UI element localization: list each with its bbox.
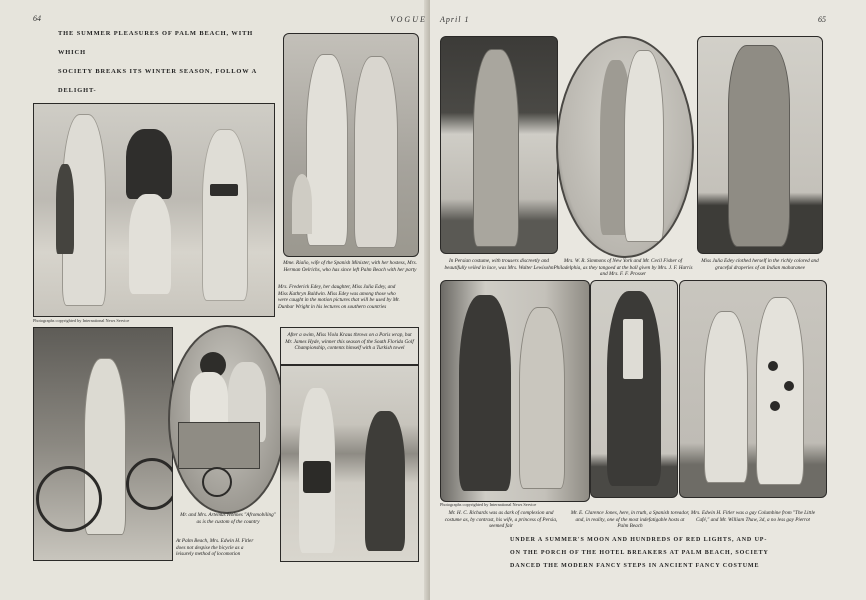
photo-simmons-fisher-oval	[556, 36, 694, 258]
right-page	[390, 0, 866, 600]
caption-edey: Mrs. Frederick Edey, her daughter, Miss Julia Edey, and Miss Kathryn Baldwin. Miss Edey was among those who were caught in the motion pictures that will be used by Mr. Dunbar Wright in his lectures on southern countries	[278, 284, 400, 310]
headline-line: THE SUMMER PLEASURES OF PALM BEACH, WITH WHICH	[58, 30, 254, 56]
photo-credit-right: Photographs copyrighted by International News Service	[440, 502, 537, 507]
caption-kraus-hyde: After a swim, Miss Viola Kraus throws on a Paris wrap, but Mr. James Hyde, winner this season of the South Florida Golf Championship, contents himself with a Turkish towel	[285, 332, 414, 352]
headline-line: ON THE PORCH OF THE HOTEL BREAKERS AT PALM BEACH, SOCIETY	[510, 550, 769, 556]
left-folio: 64	[33, 14, 41, 23]
photo-riano-oelrichs	[283, 33, 419, 257]
caption-richards: Mr. H. C. Richards was as dark of complexion and costume as, by contrast, his wife, a princess of Persia, seemed fair	[444, 510, 558, 530]
running-head-vogue: VOGUE	[390, 15, 427, 24]
photo-richards	[440, 280, 590, 502]
caption-julia-edey: Miss Julia Edey clothed herself in the richly colored and graceful draperies of an Indian maharanee	[701, 258, 819, 271]
caption-fitler-thaw: Mrs. Edwin H. Fitler was a gay Columbine from "The Little Café," and Mr. William Thaw, 3d, a no less gay Pierrot	[690, 510, 816, 523]
headline-line: UNDER A SUMMER'S MOON AND HUNDREDS OF RED LIGHTS, AND UP-	[510, 537, 768, 543]
photo-fitler-bicycle	[33, 327, 173, 561]
photo-holmes-oval	[168, 325, 286, 514]
headline-line: DANCED THE MODERN FANCY STEPS IN ANCIENT FANCY COSTUME	[510, 563, 760, 569]
closing-headline	[510, 534, 780, 573]
caption-lewisohn: In Persian costume, with trousers discreetly and beautifully veiled in lace, was Mrs. Walter Lewisohn	[444, 258, 554, 271]
photo-kraus-hyde	[280, 365, 419, 562]
caption-box-kraus-hyde	[280, 327, 419, 365]
caption-jones: Mr. E. Clarence Jones, here, in truth, a Spanish toreador, and, in reality, one of the most indefatigable hosts at Palm Beach	[570, 510, 690, 530]
photo-julia-edey	[697, 36, 823, 254]
caption-riano: Mme. Riaño, wife of the Spanish Minister, with her hostess, Mrs. Herman Oelrichs, who has since left Palm Beach with her party	[283, 260, 417, 273]
caption-holmes: Mr. and Mrs. Artemus Holmes "Afromobiling" as is the custom of the country	[180, 512, 276, 525]
left-page	[0, 0, 430, 600]
running-head-date: April 1	[440, 15, 470, 24]
photo-credit: Photographs copyrighted by International News Service	[33, 318, 130, 323]
photo-lewisohn	[440, 36, 558, 254]
photo-jones-toreador	[590, 280, 678, 498]
headline-line: SOCIETY BREAKS ITS WINTER SEASON, FOLLOW A DELIGHT-	[58, 68, 257, 94]
photo-fitler-thaw	[679, 280, 827, 498]
caption-fitler-bicycle: At Palm Beach, Mrs. Edwin H. Fitler does not despise the bicycle as a leisurely method of locomotion	[176, 538, 254, 558]
right-folio: 65	[818, 15, 826, 24]
photo-three-women-beach	[33, 103, 275, 317]
caption-simmons-fisher: Mrs. W. R. Simmons of New York and Mr. Cecil Fisher of Philadelphia, as they tangoed at the ball given by Mrs. J. F. Harris and Mrs. F. F. Prosser	[553, 258, 693, 278]
